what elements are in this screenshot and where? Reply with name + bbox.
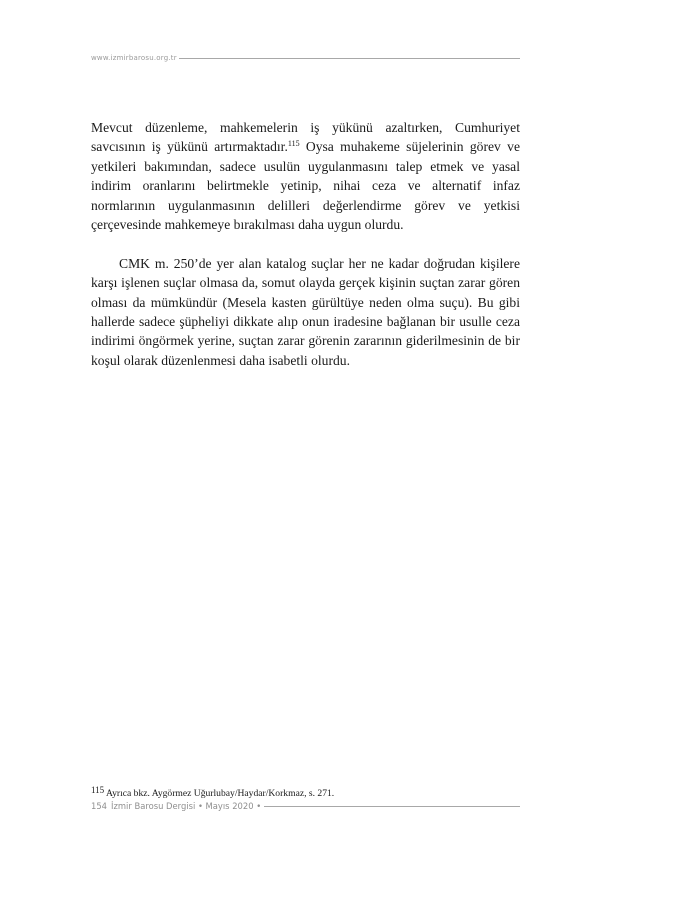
main-text — [91, 118, 520, 370]
page-footer — [91, 801, 520, 811]
footnote-number: 115 — [91, 785, 105, 795]
footer-rule — [264, 806, 520, 807]
paragraph-2: CMK m. 250’de yer alan katalog suçlar her ne kadar doğrudan kişilere karşı işlenen suçlar olmasa da, somut olayda gerçek kişinin suçtan zarar gören olması da mümkündür (Mesela kasten gürültüye neden olma suçu). Bu gibi hallerde sadece şüpheliyi dikkate alıp onun iradesine bağlanan bir usulle ceza indirimi öngörmek yerine, suçtan zarar görenin zararının giderilmesinin de bir koşul olarak düzenlenmesi daha isabetli olurdu. — [91, 255, 520, 368]
footer-page-number: 154 — [91, 801, 107, 811]
paragraph-1-continuation: Oysa muhakeme süjelerinin görev ve yetkileri bakımından, sadece usulün uygulanmasını talep etmek ve yasal indirim oranlarını belirtmekle yetinip, nihai ceza ve alternatif infaz normlarının uygulanmasının delilleri değerlendirme görev ve yetkisi çerçevesinde mahkemeye bırakılması daha uygun olurdu. — [91, 139, 521, 233]
header-url: www.izmirbarosu.org.tr — [91, 54, 177, 62]
header-rule — [179, 58, 520, 59]
footer-journal: İzmir Barosu Dergisi • Mayıs 2020 • — [111, 801, 262, 811]
paragraph-1 — [91, 118, 520, 234]
paragraph-1-text: Mevcut düzenleme, mahkemelerin iş yükünü azaltırken, Cumhuriyet savcısının iş yükünü artırmaktadır. — [91, 120, 520, 155]
footnote — [91, 785, 520, 799]
page-header — [91, 54, 520, 62]
footnote-reference: 115 — [287, 139, 300, 149]
footnote-text: Ayrıca bkz. Aygörmez Uğurlubay/Haydar/Korkmaz, s. 271. — [104, 788, 335, 799]
